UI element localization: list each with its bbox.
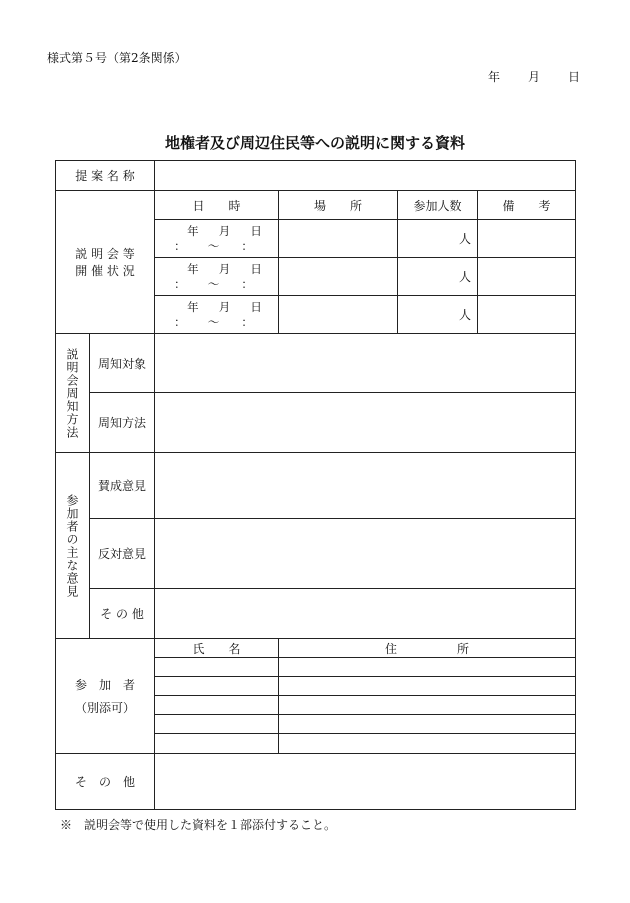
participant-address-field[interactable] [279,696,576,715]
other-opinion-field[interactable] [155,589,576,639]
participant-address-field[interactable] [279,677,576,696]
meeting-datetime-cell[interactable]: 年 月 日 ： 〜 ： [155,220,279,258]
notice-target-label: 周知対象 [90,334,155,393]
col-place-header: 場 所 [279,191,398,220]
oppose-opinion-field[interactable] [155,519,576,589]
main-opinions-label: 参加者の主な意見 [56,453,90,639]
participant-name-field[interactable] [155,677,279,696]
other-label: そ の 他 [56,754,155,810]
favor-opinion-field[interactable] [155,453,576,519]
participant-name-field[interactable] [155,715,279,734]
participant-address-field[interactable] [279,658,576,677]
participant-name-header: 氏 名 [155,639,279,658]
participant-name-field[interactable] [155,658,279,677]
col-remarks-header: 備 考 [478,191,576,220]
participant-name-field[interactable] [155,734,279,754]
col-attendees-header: 参加人数 [398,191,478,220]
meeting-attendees-cell[interactable]: 人 [398,296,478,334]
notice-method-field[interactable] [155,393,576,453]
date-year-label: 年 [488,70,501,84]
participant-address-field[interactable] [279,734,576,754]
oppose-opinion-label: 反対意見 [90,519,155,589]
notice-method-label: 説明会周知方法 [56,334,90,453]
meeting-place-cell[interactable] [279,220,398,258]
footnote: ※ 説明会等で使用した資料を１部添付すること。 [60,818,337,832]
meeting-remarks-cell[interactable] [478,258,576,296]
other-opinion-label: そ の 他 [90,589,155,639]
date-day-label: 日 [568,70,581,84]
other-field[interactable] [155,754,576,810]
meeting-datetime-cell[interactable]: 年 月 日 ： 〜 ： [155,258,279,296]
participants-label: 参 加 者 （別添可） [56,639,155,754]
favor-opinion-label: 賛成意見 [90,453,155,519]
participant-name-field[interactable] [155,696,279,715]
proposal-name-label: 提 案 名 称 [56,161,155,191]
meeting-datetime-cell[interactable]: 年 月 日 ： 〜 ： [155,296,279,334]
document-title: 地権者及び周辺住民等への説明に関する資料 [164,134,465,152]
meeting-remarks-cell[interactable] [478,220,576,258]
date-month-label: 月 [528,70,541,84]
meeting-attendees-cell[interactable]: 人 [398,220,478,258]
col-datetime-header: 日 時 [155,191,279,220]
participant-address-field[interactable] [279,715,576,734]
meeting-place-cell[interactable] [279,258,398,296]
meeting-remarks-cell[interactable] [478,296,576,334]
proposal-name-field[interactable] [155,161,576,191]
meeting-place-cell[interactable] [279,296,398,334]
header-date [488,68,580,85]
explanation-form-table [55,160,576,810]
notice-method-sublabel: 周知方法 [90,393,155,453]
notice-target-field[interactable] [155,334,576,393]
meeting-attendees-cell[interactable]: 人 [398,258,478,296]
form-number: 様式第５号（第2条関係） [47,51,187,65]
participant-address-header: 住 所 [279,639,576,658]
meeting-status-label: 説 明 会 等 開 催 状 況 [56,191,155,334]
